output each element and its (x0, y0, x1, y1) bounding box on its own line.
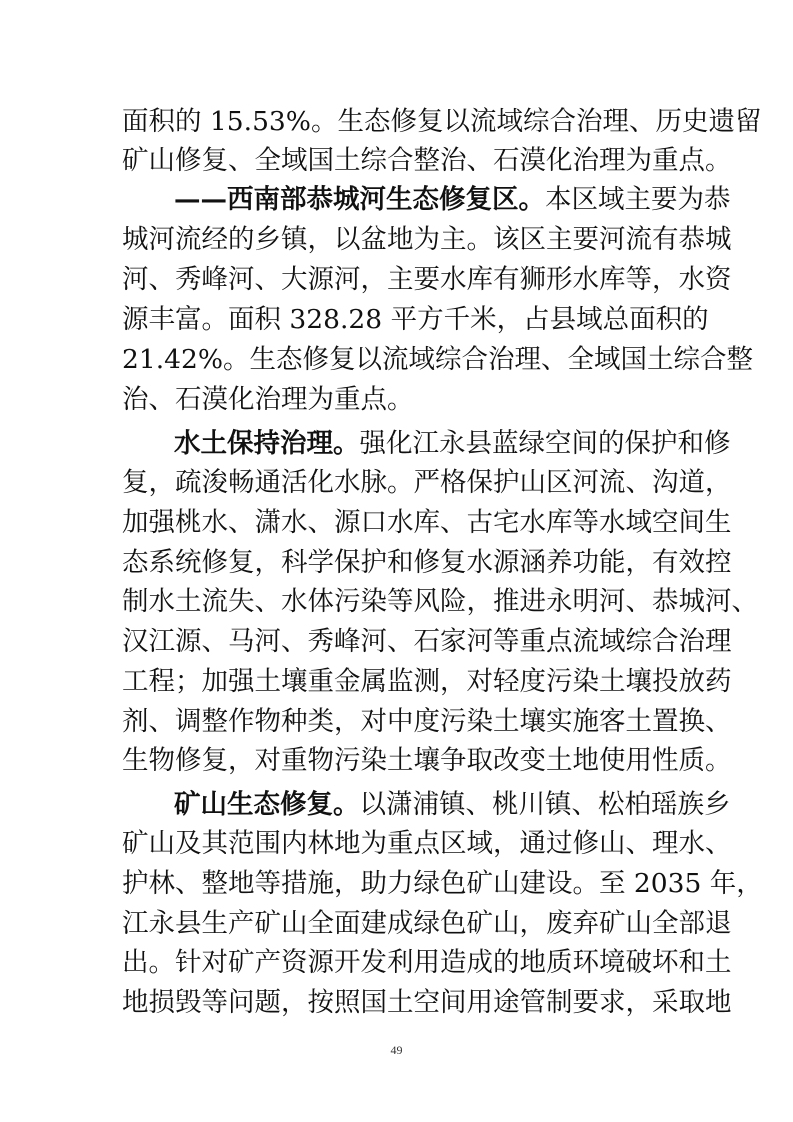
body-line: 地损毁等问题，按照国土空间用途管制要求，采取地 (122, 987, 732, 1018)
body-line: 复，疏浚畅通活化水脉。严格保护山区河流、沟道， (122, 467, 732, 498)
body-line: 态系统修复，科学保护和修复水源涵养功能，有效控 (122, 547, 732, 578)
body-line: 剂、调整作物种类，对中度污染土壤实施客土置换、 (122, 706, 732, 737)
body-line: 护林、整地等措施，助力绿色矿山建设。至 2035 年， (122, 868, 763, 899)
body-line: 制水土流失、水体污染等风险，推进永明河、恭城河、 (122, 586, 758, 617)
body-line: 21.42%。生态修复以流域综合治理、全域国土综合整 (122, 344, 754, 375)
section-heading: ——西南部恭城河生态修复区。 (174, 184, 545, 215)
body-line: 出。针对矿产资源开发利用造成的地质环境破坏和土 (122, 947, 732, 978)
section-heading-line: 矿山生态修复。以潇浦镇、桃川镇、松柏瑶族乡 (174, 789, 731, 820)
body-line: 生物修复，对重物污染土壤争取改变土地使用性质。 (122, 745, 732, 776)
body-line: 加强桃水、潇水、源口水库、古宅水库等水域空间生 (122, 507, 732, 538)
body-line: 工程；加强土壤重金属监测，对轻度污染土壤投放药 (122, 666, 732, 697)
body-line: 源丰富。面积 328.28 平方千米，占县域总面积的 (122, 304, 709, 335)
body-line: 城河流经的乡镇，以盆地为主。该区主要河流有恭城 (122, 224, 732, 255)
body-line: 河、秀峰河、大源河，主要水库有狮形水库等，水资 (122, 264, 732, 295)
body-line: 治、石漠化治理为重点。 (122, 384, 414, 415)
section-heading-line: ——西南部恭城河生态修复区。本区域主要为恭 (174, 184, 731, 215)
section-heading: 矿山生态修复。 (174, 789, 360, 820)
body-line: 矿山及其范围内林地为重点区域，通过修山、理水、 (122, 828, 732, 859)
page-number: 49 (390, 1043, 403, 1057)
section-heading-line: 水土保持治理。强化江永县蓝绿空间的保护和修 (174, 428, 731, 459)
body-line: 矿山修复、全域国土综合整治、石漠化治理为重点。 (122, 145, 732, 176)
body-line: 面积的 15.53%。生态修复以流域综合治理、历史遗留 (122, 106, 762, 137)
section-heading: 水土保持治理。 (174, 428, 360, 459)
body-line: 江永县生产矿山全面建成绿色矿山，废弃矿山全部退 (122, 908, 732, 939)
body-line: 汉江源、马河、秀峰河、石家河等重点流域综合治理 (122, 626, 732, 657)
